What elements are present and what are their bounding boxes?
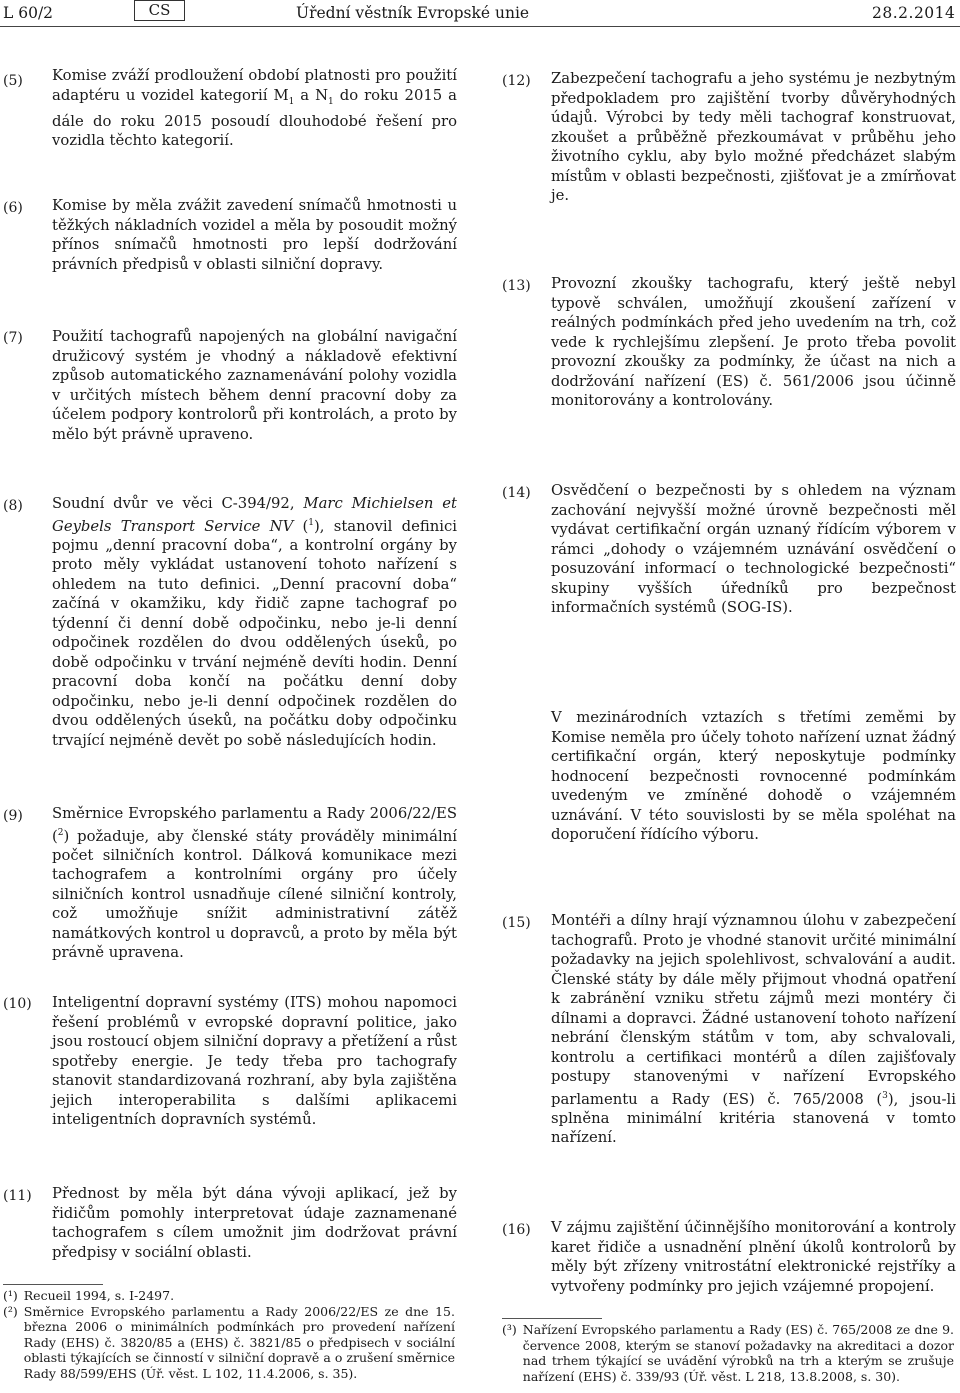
recital-number: (8) xyxy=(3,498,23,514)
recital-number: (16) xyxy=(502,1222,531,1238)
recital-number: (5) xyxy=(3,73,23,89)
footnote-text: Nařízení Evropského parlamentu a Rady (ES) č. 765/2008 ze dne 9. července 2008, kterým se stanoví požadavky na akreditaci a dozor nad trhem týkající se uvádění výrobků na trh a kterým se zrušuje nařízení (EHS) č. 339/93 (Úř. věst. L 218, 13.8.2008, s. 30). xyxy=(522,1322,954,1384)
recital-number: (6) xyxy=(3,200,23,216)
recital-text: Montéři a dílny hrají významnou úlohu v zabezpečení tachografů. Proto je vhodné stanovit určité minimální požadavky na jejich spolehlivost, schvalování a audit. Členské státy by dále měly přijmout vhodná opatření k zabránění vzniku střetu zájmů mezi montéry či dílnami a dopravci. Žádné ustanovení tohoto nařízení nebrání členským státům v tom, aby schvalovali, kontrolu a certifikaci montérů a dílen zajišťovaly postupy stanovenými v nařízení Evropského parlamentu a Rady (ES) č. 765/2008 ($^3$), jsou-li splněna minimální kritéria stanovená v tomto nařízení. xyxy=(551,912,956,1147)
footnote-separator xyxy=(3,1284,103,1285)
footnote-label: (²) xyxy=(3,1303,18,1319)
footnote-separator xyxy=(502,1318,602,1319)
recital-text: Přednost by měla být dána vývoji aplikací, jež by řidičům pomohly interpretovat údaje zaznamenané tachografem s cílem umožnit jim dodržovat právní předpisy v sociální oblasti. xyxy=(52,1185,457,1261)
recital-text: Zabezpečení tachografu a jeho systému je nezbytným předpokladem pro zajištění tvorby důvěryhodných údajů. Výrobci by tedy měli tachograf konstruovat, zkoušet a průběžně přezkoumávat v průběhu jeho životního cyklu, aby bylo možné předcházet slabým místům v oblasti bezpečnosti, zjišťovat je a zmírňovat je. xyxy=(551,70,956,204)
recital-number: (7) xyxy=(3,330,23,346)
recital-text: Provozní zkoušky tachografu, který ještě nebyl typově schválen, umožňují zkoušení zařízení v reálných podmínkách před jeho uvedením na trh, což vede k rychlejšímu zlepšení. Je proto třeba povolit provozní zkoušky za podmínky, že účast na nich a dodržování nařízení (ES) č. 561/2006 jsou účinně monitorovány a kontrolovány. xyxy=(551,275,956,409)
footnotes-left xyxy=(3,1288,455,1382)
recital-number: (14) xyxy=(502,485,531,501)
publication-date: 28.2.2014 xyxy=(872,4,956,22)
footnote-text: Recueil 1994, s. I-2497. xyxy=(23,1288,175,1303)
recital-number: (12) xyxy=(502,73,531,89)
footnote-3 xyxy=(502,1322,954,1384)
language-badge: CS xyxy=(134,0,185,21)
header-rule xyxy=(0,26,960,27)
page-reference: L 60/2 xyxy=(3,4,54,22)
recital-text: V mezinárodních vztazích s třetími zeměmi by Komise neměla pro účely tohoto nařízení uznat žádný certifikační orgán, který neposkytuje podmínky hodnocení bezpečnosti rovnocenné podmínkám uvedeným ve zmíněné dohodě o vzájemném uznávání. V této souvislosti by se měla spoléhat na doporučení řídícího výboru. xyxy=(551,709,956,843)
recital-text: Osvědčení o bezpečnosti by s ohledem na význam zachování nejvyšší možné úrovně bezpečnosti měl vydávat certifikační orgán uznaný řídícím výborem v rámci „dohody o vzájemném uznávání osvědčení o posuzování informací o technologické bezpečnosti“ skupiny vyšších úředníků pro bezpečnost informačních systémů (SOG-IS). xyxy=(551,482,956,616)
journal-title: Úřední věstník Evropské unie xyxy=(296,4,530,22)
recital-text: Inteligentní dopravní systémy (ITS) mohou napomoci řešení problémů v evropské dopravní politice, jako jsou rostoucí objem silniční dopravy a přetížení a růst spotřeby energie. Je tedy třeba pro tachografy stanovit standardizovaná rozhraní, aby byla zajištěna jejich interoperabilita s dalšími aplikacemi inteligentních dopravních systémů. xyxy=(52,994,457,1128)
footnote-2 xyxy=(3,1304,455,1382)
recital-text: Směrnice Evropského parlamentu a Rady 2006/22/ES ($^2$) požaduje, aby členské státy prováděly minimální počet silničních kontrol. Dálková komunikace mezi tachografem a kontrolními orgány pro účely silničních kontrol usnadňuje cílené silniční kontroly, což umožňuje snížit administrativní zátěž namátkových kontrol u dopravců, a proto by měla být právně upravena. xyxy=(52,805,457,962)
recital-text: V zájmu zajištění účinnějšího monitorování a kontroly karet řidiče a usnadnění plnění úkolů kontrolorů by měly být zřízeny vnitrostátní elektronické rejstříky a vytvořeny podmínky pro jejich vzájemné propojení. xyxy=(551,1219,956,1295)
recital-text: Použití tachografů napojených na globální navigační družicový systém je vhodný a nákladově efektivní způsob automatického zaznamenávání polohy vozidla v určitých místech během denní pracovní doby za účelem podpory kontrolorů při kontrolách, a proto by mělo být právně upraveno. xyxy=(52,328,457,443)
footnote-1 xyxy=(3,1288,455,1304)
footnote-label: (¹) xyxy=(3,1288,18,1303)
footnotes-right xyxy=(502,1322,954,1384)
recital-number: (10) xyxy=(3,996,32,1012)
recital-text: Komise zváží prodloužení období platnosti pro použití adaptéru u vozidel kategorií $M_1$ a $N_1$ do roku 2015 a dále do roku 2015 posoudí dlouhodobé řešení pro vozidla těchto kategorií. xyxy=(52,67,457,150)
footnote-label: (³) xyxy=(502,1322,517,1337)
recital-number: (11) xyxy=(3,1188,32,1204)
recital-number: (15) xyxy=(502,915,531,931)
recital-number: (13) xyxy=(502,278,531,294)
recital-number: (9) xyxy=(3,808,23,824)
recital-text: Soudní dvůr ve věci C-394/92, Marc Michielsen et Geybels Transport Service NV ($^1$), stanovil definici pojmu „denní pracovní doba“, a kontrolní orgány by proto měly vykládat ustanovení tohoto nařízení s ohledem na tuto definici. „Denní pracovní doba“ začíná v okamžiku, kdy řidič zapne tachograf po týdenní či denní době odpočinku, nebo je-li denní odpočinek rozdělen do dvou oddělených úseků, po době odpočinku v trvání nejméně devíti hodin. Denní pracovní doba končí na počátku denní doby odpočinku, nebo je-li denní odpočinek rozdělen do dvou oddělených úseků, na počátku doby odpočinku trvající nejméně devět po sobě následujících hodin. xyxy=(52,495,458,749)
footnote-text: Směrnice Evropského parlamentu a Rady 2006/22/ES ze dne 15. března 2006 o minimálních podmínkách pro provedení nařízení Rady (EHS) č. 3820/85 a (EHS) č. 3821/85 o předpisech v sociální oblasti týkajících se činností v silniční dopravě a o zrušení směrnice Rady 88/599/EHS (Úř. věst. L 102, 11.4.2006, s. 35). xyxy=(23,1303,455,1381)
recital-text: Komise by měla zvážit zavedení snímačů hmotnosti u těžkých nákladních vozidel a měla by posoudit možný přínos snímačů hmotnosti pro lepší dodržování právních předpisů v oblasti silniční dopravy. xyxy=(52,197,457,273)
